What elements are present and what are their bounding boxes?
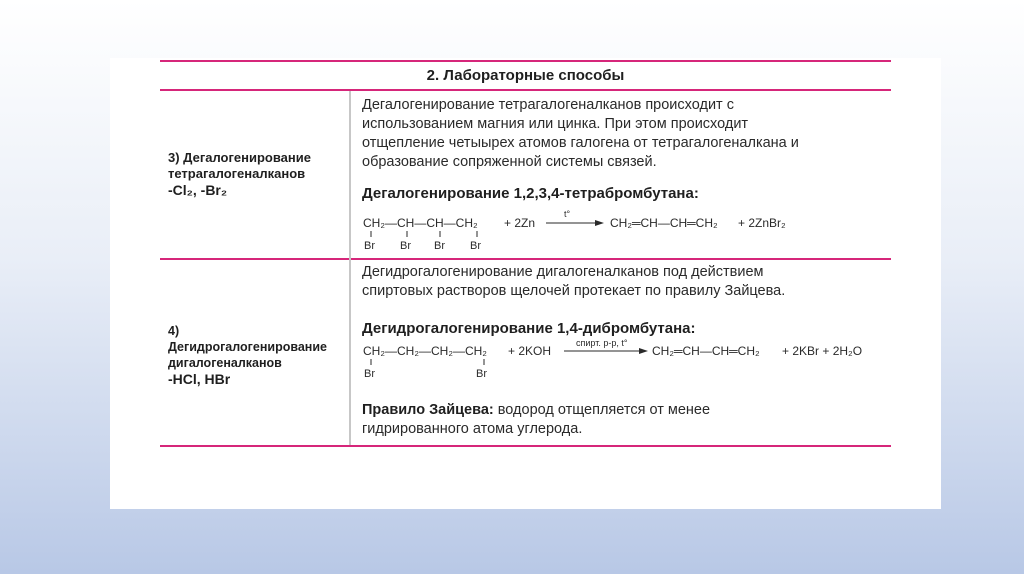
row1-sub-br-2: Br <box>400 240 411 252</box>
table-row-divider <box>160 258 891 260</box>
row1-reagent: + 2Zn <box>504 216 536 230</box>
zaitsev-rule-line1 <box>362 401 902 420</box>
row2-reactant: CH₂—CH₂—CH₂—CH₂ <box>363 344 487 358</box>
table-heading-border <box>160 89 891 91</box>
row2-label-line2: Дегидрогалогенирование <box>168 340 327 354</box>
row2-description <box>362 263 902 301</box>
row1-label-line2: тетрагалогеналканов <box>168 166 306 181</box>
row2-label-line1: 4) <box>168 324 180 338</box>
row1-arrow-head <box>595 220 604 226</box>
row2-reagent: + 2KOH <box>508 344 552 358</box>
row1-para-line4: образование сопряженной системы связей. <box>362 154 657 170</box>
row2-subheading: Дегидрогалогенирование 1,4-дибромбутана: <box>362 320 696 337</box>
slide-content <box>110 58 941 509</box>
row1-label-line1: 3) Дегалогенирование <box>168 150 311 165</box>
row1-method-label <box>168 150 343 198</box>
row1-condition: t° <box>564 209 571 219</box>
table-bottom-border <box>160 445 891 447</box>
row1-sub-br-1: Br <box>364 240 375 252</box>
row2-para-line1: Дегидрогалогенирование дигалогеналканов под действием <box>362 264 764 280</box>
zaitsev-rule-text2: гидрированного атома углерода. <box>362 421 583 437</box>
zaitsev-rule-label: Правило Зайцева: <box>362 402 494 418</box>
zaitsev-rule <box>362 401 902 439</box>
row2-method-label <box>168 323 346 387</box>
row2-sub-br-2: Br <box>476 368 487 380</box>
row2-reaction-scheme <box>358 336 918 382</box>
row1-description <box>362 96 902 172</box>
row1-byproduct: + 2ZnBr₂ <box>738 216 786 230</box>
row1-product: CH₂═CH—CH═CH₂ <box>610 216 718 230</box>
row2-para-line2: спиртовых растворов щелочей протекает по правилу Зайцева. <box>362 283 786 299</box>
row2-label-line4: -HCl, HBr <box>168 371 231 387</box>
row1-subheading: Дегалогенирование 1,2,3,4-тетрабромбутана: <box>362 185 699 202</box>
row2-label-line3: дигалогеналканов <box>168 356 282 370</box>
zaitsev-rule-text1: водород отщепляется от менее <box>497 402 711 418</box>
row1-sub-br-3: Br <box>434 240 445 252</box>
row1-para-line2: использованием магния или цинка. При этом происходит <box>362 116 749 132</box>
row1-para-line3: отщепление четыырех атомов галогена от тетрагалогеналкана и <box>362 135 799 151</box>
row2-condition: спирт. р-р, t° <box>576 338 628 348</box>
row2-product: CH₂═CH—CH═CH₂ <box>652 344 760 358</box>
row1-sub-br-4: Br <box>470 240 481 252</box>
row2-sub-br-1: Br <box>364 368 375 380</box>
row2-byproduct: + 2KBr + 2H₂O <box>782 344 863 358</box>
row1-label-line3: -Cl₂, -Br₂ <box>168 182 228 198</box>
row1-reaction-scheme <box>358 208 898 258</box>
table-heading: 2. Лабораторные способы <box>426 67 625 84</box>
table-column-divider <box>349 91 351 445</box>
row1-reactant: CH₂—CH—CH—CH₂ <box>363 216 478 230</box>
row1-para-line1: Дегалогенирование тетрагалогеналканов происходит с <box>362 97 734 113</box>
row2-arrow-head <box>639 348 648 354</box>
table-top-border <box>160 60 891 62</box>
